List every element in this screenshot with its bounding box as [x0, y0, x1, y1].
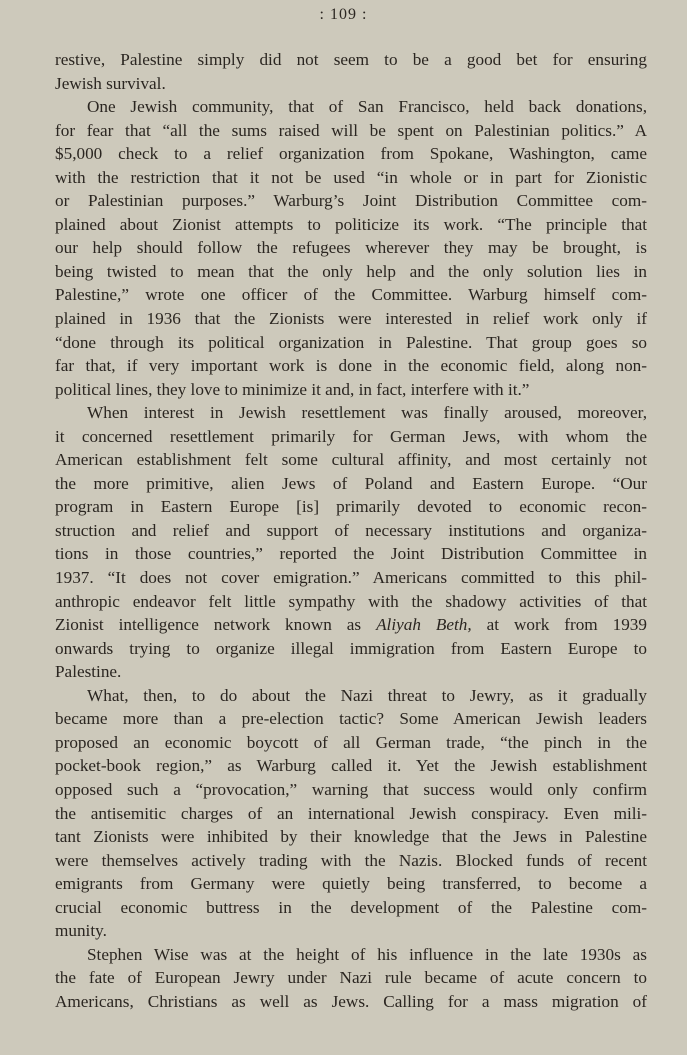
- line-text: American establishment felt some cultural affinity, and most certainly not: [55, 450, 647, 470]
- line-text: restive, Palestine simply did not seem to be a good bet for ensuring: [55, 50, 647, 69]
- line-text: Zionist intelligence network known as: [55, 615, 362, 635]
- text-line: [55, 283, 647, 307]
- line-text: anthropic endeavor felt little sympathy with the shadowy activities of that: [55, 591, 647, 611]
- line-text: 1937. “It does not cover emigration.” Americans committed to this phil-: [55, 568, 647, 588]
- text-line: [55, 472, 647, 496]
- text-line: [55, 519, 647, 543]
- text-line: [55, 825, 647, 849]
- line-text: What, then, to do about the Nazi threat to Jewry, as it gradually: [87, 685, 647, 705]
- text-line: [55, 213, 647, 237]
- body-text: [55, 48, 647, 1013]
- line-text: plained about Zionist attempts to politicize its work. “The principle that: [55, 214, 647, 234]
- text-line: [55, 166, 647, 190]
- line-text: the more primitive, alien Jews of Poland and Eastern Europe. “Our: [55, 473, 647, 493]
- text-line: [55, 425, 647, 449]
- text-line: [55, 448, 647, 472]
- text-line: [55, 307, 647, 331]
- line-text: at work from 1939: [486, 615, 647, 635]
- text-line: [55, 990, 647, 1014]
- text-line: [55, 684, 647, 708]
- text-line: [55, 896, 647, 920]
- text-line: [55, 613, 647, 637]
- line-text: One Jewish community, that of San Francisco, held back donations,: [87, 97, 647, 117]
- text-line: [55, 401, 647, 425]
- text-line: [55, 707, 647, 731]
- page-number: : 109 :: [319, 6, 368, 23]
- text-line: [55, 966, 647, 990]
- line-text: it concerned resettlement primarily for German Jews, with whom the: [55, 426, 647, 446]
- line-text: or Palestinian purposes.” Warburg’s Joint Distribution Committee com-: [55, 191, 647, 211]
- text-line: [55, 378, 647, 402]
- line-text: program in Eastern Europe [is] primarily devoted to economic recon-: [55, 497, 647, 517]
- line-text: tions in those countries,” reported the Joint Distribution Committee in: [55, 544, 647, 564]
- text-line: [55, 849, 647, 873]
- text-line: [55, 637, 647, 661]
- text-line: [55, 48, 647, 72]
- line-text: emigrants from Germany were quietly being transferred, to become a: [55, 874, 647, 894]
- text-line: [55, 142, 647, 166]
- text-line: [55, 542, 647, 566]
- line-text: the antisemitic charges of an international Jewish conspiracy. Even mili-: [55, 803, 647, 823]
- line-text: our help should follow the refugees wherever they may be brought, is: [55, 238, 647, 258]
- text-line: [55, 660, 647, 684]
- text-line: [55, 802, 647, 826]
- text-line: [55, 590, 647, 614]
- line-text: Stephen Wise was at the height of his influence in the late 1930s as: [87, 944, 647, 964]
- text-line: [55, 754, 647, 778]
- line-text: onwards trying to organize illegal immigration from Eastern Europe to: [55, 638, 647, 658]
- line-text: When interest in Jewish resettlement was finally aroused, moreover,: [87, 403, 647, 423]
- text-line: [55, 189, 647, 213]
- line-text: pocket-book region,” as Warburg called it. Yet the Jewish establishment: [55, 756, 647, 776]
- line-text: Jewish survival.: [55, 73, 166, 93]
- text-line: [55, 95, 647, 119]
- line-text: Palestine,” wrote one officer of the Committee. Warburg himself com-: [55, 285, 647, 305]
- line-text: became more than a pre-election tactic? Some American Jewish leaders: [55, 709, 647, 729]
- text-line: [55, 331, 647, 355]
- line-text: $5,000 check to a relief organization from Spokane, Washington, came: [55, 144, 647, 164]
- line-text: plained in 1936 that the Zionists were interested in relief work only if: [55, 309, 647, 329]
- text-line: [55, 943, 647, 967]
- text-line: [55, 919, 647, 943]
- line-text: crucial economic buttress in the development of the Palestine com-: [55, 897, 647, 917]
- line-text: Americans, Christians as well as Jews. Calling for a mass migration of: [55, 991, 647, 1011]
- text-line: [55, 495, 647, 519]
- line-text: far that, if very important work is done in the economic field, along non-: [55, 356, 647, 376]
- line-text: struction and relief and support of necessary institutions and organiza-: [55, 520, 647, 540]
- text-line: [55, 260, 647, 284]
- line-text: Palestine.: [55, 662, 122, 682]
- line-text: for fear that “all the sums raised will be spent on Palestinian politics.” A: [55, 120, 647, 140]
- line-text: munity.: [55, 921, 107, 941]
- text-line: [55, 778, 647, 802]
- line-text: political lines, they love to minimize it and, in fact, interfere with it.”: [55, 379, 530, 399]
- text-line: [55, 354, 647, 378]
- line-text: the fate of European Jewry under Nazi rule became of acute concern to: [55, 968, 647, 988]
- italic-term: Aliyah Beth,: [376, 615, 472, 635]
- line-text: being twisted to mean that the only help and the only solution lies in: [55, 261, 647, 281]
- text-line: [55, 731, 647, 755]
- line-text: proposed an economic boycott of all German trade, “the pinch in the: [55, 732, 647, 752]
- text-line: [55, 872, 647, 896]
- line-text: with the restriction that it not be used “in whole or in part for Zionistic: [55, 167, 647, 187]
- line-text: “done through its political organization in Palestine. That group goes so: [55, 332, 647, 352]
- text-line: [55, 72, 647, 96]
- line-text: opposed such a “provocation,” warning that success would only confirm: [55, 779, 647, 799]
- text-line: [55, 236, 647, 260]
- text-line: [55, 566, 647, 590]
- line-text: tant Zionists were inhibited by their knowledge that the Jews in Palestine: [55, 827, 647, 847]
- line-text: were themselves actively trading with the Nazis. Blocked funds of recent: [55, 850, 647, 870]
- text-line: [55, 119, 647, 143]
